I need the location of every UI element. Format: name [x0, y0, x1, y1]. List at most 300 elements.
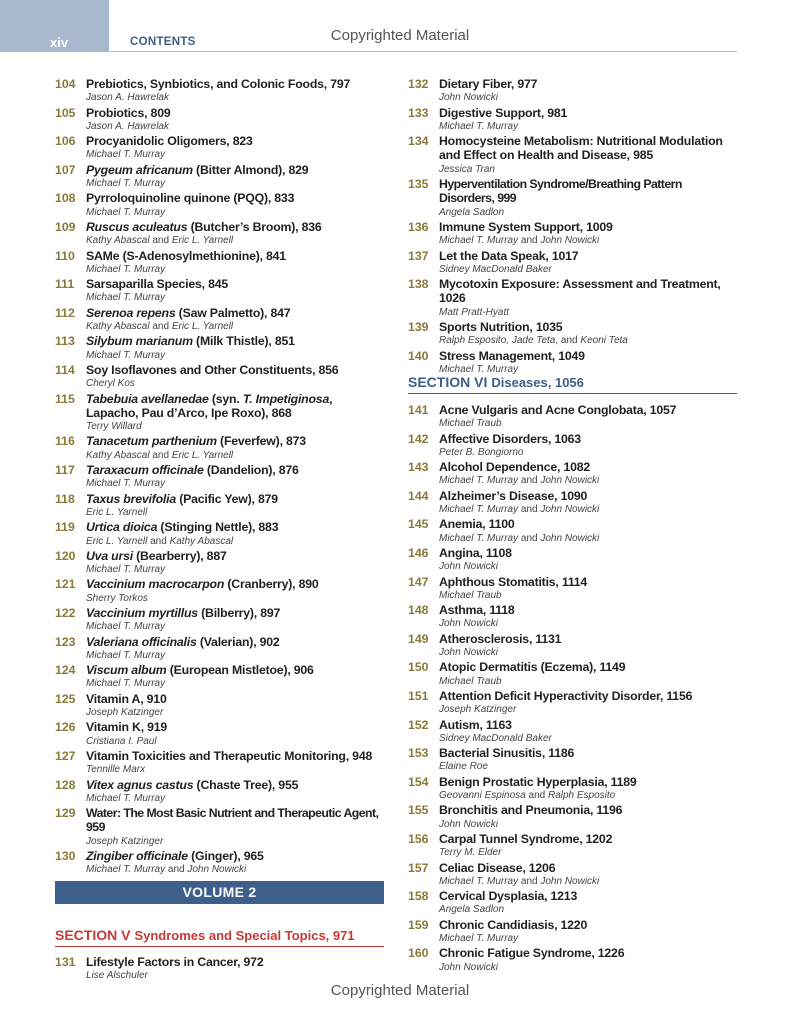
chapter-title — [439, 660, 738, 674]
chapter-author — [439, 961, 738, 975]
chapter-title — [86, 277, 385, 291]
chapter-author — [439, 206, 738, 220]
chapter-author — [86, 763, 385, 777]
chapter-title — [439, 106, 738, 120]
author-name: Keoni Teta — [580, 335, 628, 347]
title-part: SAMe (S-Adenosylmethionine), 841 — [86, 248, 286, 263]
title-part: (Milk Thistle), 851 — [192, 334, 295, 349]
chapter-title — [439, 946, 738, 960]
toc-entry — [55, 306, 385, 335]
header-rule — [109, 51, 737, 52]
chapter-title — [86, 463, 385, 477]
chapter-number: 137 — [408, 248, 429, 263]
section-v-title: Syndromes and Special Topics, 971 — [134, 928, 355, 943]
author-name: Jason A. Hawrelak — [86, 120, 169, 132]
chapter-title — [439, 77, 738, 91]
toc-entry — [408, 546, 738, 575]
title-part: Immune System Support, 1009 — [439, 219, 613, 234]
title-part: Alcohol Dependence, 1082 — [439, 460, 591, 475]
author-name: Joseph Katzinger — [86, 707, 164, 719]
author-connector: and — [525, 790, 548, 802]
chapter-title — [439, 746, 738, 760]
toc-entry — [55, 720, 385, 749]
title-italic-part: Taraxacum officinale — [86, 463, 204, 478]
chapter-author — [86, 263, 385, 277]
chapter-author — [86, 349, 385, 363]
chapter-number: 143 — [408, 460, 429, 475]
chapter-number: 124 — [55, 663, 76, 678]
author-name: Michael T. Murray — [86, 206, 166, 218]
title-part: Water: The Most Basic Nutrient and Therapeutic Agent, 959 — [86, 806, 379, 835]
toc-entry — [55, 277, 385, 306]
author-name: Michael T. Murray — [86, 478, 166, 490]
title-part: Affective Disorders, 1063 — [439, 431, 581, 446]
author-name: Eric L. Yarnell — [86, 535, 148, 547]
chapter-author — [439, 589, 738, 603]
title-part: Sports Nutrition, 1035 — [439, 320, 563, 335]
chapter-number: 152 — [408, 717, 429, 732]
title-part: (Ginger), 965 — [187, 849, 264, 864]
author-name: Michael T. Murray — [86, 149, 166, 161]
chapter-number: 151 — [408, 688, 429, 703]
chapter-number: 118 — [55, 491, 75, 506]
author-name: Jason A. Hawrelak — [86, 92, 169, 104]
toc-entry — [408, 918, 738, 947]
author-name: John Nowicki — [540, 532, 600, 544]
title-part: (Pacific Yew), 879 — [175, 491, 278, 506]
toc-entry — [55, 392, 385, 435]
author-connector: and — [518, 475, 541, 487]
chapter-number: 115 — [55, 391, 75, 406]
chapter-number: 120 — [55, 548, 76, 563]
title-part: (Saw Palmetto), 847 — [175, 305, 291, 320]
author-name: John Nowicki — [540, 235, 600, 247]
running-head: CONTENTS — [130, 36, 196, 48]
chapter-author — [439, 417, 738, 431]
chapter-number: 110 — [55, 248, 75, 263]
author-name: Geovanni Espinosa — [439, 790, 526, 802]
title-part: (Valerian), 902 — [196, 634, 280, 649]
chapter-number: 113 — [55, 334, 75, 349]
title-part: Vitamin A, 910 — [86, 691, 167, 706]
chapter-title — [86, 134, 385, 148]
chapter-title — [86, 77, 385, 91]
toc-entry — [408, 746, 738, 775]
chapter-number: 121 — [55, 577, 76, 592]
author-name: Tennille Marx — [86, 764, 146, 776]
toc-entry — [55, 434, 385, 463]
toc-entry — [408, 134, 738, 177]
page-number: xiv — [50, 35, 69, 50]
author-name: Michael T. Murray — [439, 235, 519, 247]
author-name: John Nowicki — [439, 618, 498, 630]
chapter-number: 106 — [55, 134, 76, 149]
author-name: Michael T. Murray — [86, 263, 166, 275]
chapter-author — [86, 234, 385, 248]
chapter-author — [86, 563, 385, 577]
chapter-number: 157 — [408, 860, 429, 875]
watermark-top: Copyrighted Material — [330, 27, 470, 44]
title-part: (European Mistletoe), 906 — [166, 663, 314, 678]
title-part: Dietary Fiber, 977 — [439, 77, 538, 91]
author-name: John Nowicki — [540, 504, 600, 516]
author-connector: and — [149, 321, 172, 333]
toc-entry — [55, 334, 385, 363]
title-part: Vitamin K, 919 — [86, 720, 168, 735]
chapter-title — [439, 718, 738, 732]
title-part: (Stinging Nettle), 883 — [157, 520, 279, 535]
chapter-number: 158 — [408, 889, 429, 904]
toc-entry — [408, 77, 738, 106]
volume-banner: VOLUME 2 — [55, 881, 384, 904]
chapter-number: 112 — [55, 305, 75, 320]
toc-entry — [408, 403, 738, 432]
toc-entry — [55, 692, 385, 721]
chapter-author — [439, 875, 738, 889]
chapter-title — [439, 320, 738, 334]
chapter-author — [439, 532, 738, 546]
section-v-entries — [55, 955, 385, 984]
title-italic-part: Tanacetum parthenium — [86, 434, 217, 449]
chapter-title — [439, 460, 738, 474]
author-name: John Nowicki — [439, 561, 498, 573]
chapter-author — [439, 91, 738, 105]
author-name: John Nowicki — [540, 875, 600, 887]
chapter-author — [86, 649, 385, 663]
chapter-author — [439, 903, 738, 917]
author-name: Michael T. Murray — [86, 678, 166, 690]
chapter-author — [86, 148, 385, 162]
toc-entry — [55, 778, 385, 807]
author-name: Michael T. Murray — [86, 349, 166, 361]
section-v-label: SECTION V — [55, 927, 131, 943]
chapter-author — [86, 620, 385, 634]
title-italic-part: Vaccinium myrtillus — [86, 605, 198, 620]
toc-entry — [408, 632, 738, 661]
toc-entry — [408, 689, 738, 718]
chapter-author — [86, 477, 385, 491]
title-part: Prebiotics, Synbiotics, and Colonic Foods, 797 — [86, 77, 351, 91]
title-part: Angina, 1108 — [439, 545, 512, 560]
chapter-number: 108 — [55, 191, 76, 206]
chapter-number: 135 — [408, 177, 429, 192]
section-vi-heading — [408, 374, 737, 394]
author-name: Kathy Abascal — [86, 321, 150, 333]
toc-entry — [408, 832, 738, 861]
author-name: Michael T. Murray — [86, 292, 166, 304]
chapter-title — [86, 106, 385, 120]
chapter-title — [439, 134, 738, 163]
toc-entry — [55, 191, 385, 220]
title-part: Alzheimer’s Disease, 1090 — [439, 488, 588, 503]
title-part: (Bitter Almond), 829 — [192, 162, 309, 177]
title-italic-part: Valeriana officinalis — [86, 634, 197, 649]
chapter-author — [439, 703, 738, 717]
toc-entry — [408, 320, 738, 349]
chapter-author — [86, 377, 385, 391]
toc-entry — [55, 220, 385, 249]
toc-entry — [55, 134, 385, 163]
title-part: Carpal Tunnel Syndrome, 1202 — [439, 831, 613, 846]
title-part: Hyperventilation Syndrome/Breathing Pattern Disorders, 999 — [439, 177, 682, 206]
author-name: Kathy Abascal — [86, 235, 150, 247]
toc-entry — [55, 749, 385, 778]
author-name: Kathy Abascal — [169, 535, 234, 547]
toc-entry — [408, 432, 738, 461]
chapter-title — [86, 806, 385, 835]
title-part: Bacterial Sinusitis, 1186 — [439, 746, 575, 761]
author-name: Joseph Katzinger — [439, 704, 517, 716]
chapter-title — [86, 720, 385, 734]
author-name: John Nowicki — [439, 961, 498, 973]
title-italic-part: T. Impetiginosa — [242, 391, 330, 406]
author-name: Michael T. Murray — [439, 875, 519, 887]
chapter-number: 156 — [408, 831, 429, 846]
author-name: Michael T. Murray — [86, 792, 166, 804]
author-name: John Nowicki — [439, 647, 498, 659]
chapter-author — [86, 535, 385, 549]
chapter-author — [86, 291, 385, 305]
author-name: Michael T. Murray — [439, 120, 519, 132]
chapter-author — [439, 306, 738, 320]
title-part: Probiotics, 809 — [86, 105, 171, 120]
chapter-title — [439, 349, 738, 363]
author-name: Joseph Katzinger — [86, 835, 164, 847]
chapter-title — [86, 635, 385, 649]
chapter-author — [86, 177, 385, 191]
chapter-title — [439, 489, 738, 503]
chapter-number: 129 — [55, 806, 76, 821]
title-part: Digestive Support, 981 — [439, 105, 568, 120]
chapter-author — [86, 792, 385, 806]
chapter-author — [439, 760, 738, 774]
chapter-title — [86, 191, 385, 205]
section-v-heading — [55, 927, 384, 947]
chapter-title — [439, 689, 738, 703]
title-part: Vitamin Toxicities and Therapeutic Monitoring, 948 — [86, 748, 373, 763]
chapter-title — [439, 632, 738, 646]
chapter-title — [439, 832, 738, 846]
chapter-number: 140 — [408, 348, 429, 363]
toc-entry — [55, 806, 385, 849]
chapter-title — [439, 603, 738, 617]
chapter-number: 123 — [55, 634, 76, 649]
chapter-title — [86, 606, 385, 620]
chapter-number: 122 — [55, 605, 76, 620]
toc-entry — [55, 577, 385, 606]
title-part: Aphthous Stomatitis, 1114 — [439, 574, 588, 589]
chapter-title — [439, 403, 738, 417]
author-name: Cheryl Kos — [86, 378, 135, 390]
author-name: Elaine Roe — [439, 761, 488, 773]
title-italic-part: Pygeum africanum — [86, 162, 193, 177]
author-connector: and — [518, 504, 541, 516]
chapter-number: 142 — [408, 431, 429, 446]
chapter-author — [439, 474, 738, 488]
author-name: Michael T. Murray — [86, 178, 166, 190]
toc-entry — [408, 718, 738, 747]
author-name: Michael T. Murray — [439, 532, 519, 544]
title-part: Soy Isoflavones and Other Constituents, 856 — [86, 362, 339, 377]
chapter-title — [439, 277, 738, 306]
title-part: Pyrroloquinoline quinone (PQQ), 833 — [86, 191, 295, 206]
chapter-number: 114 — [55, 362, 75, 377]
chapter-author — [86, 592, 385, 606]
title-italic-part: Taxus brevifolia — [86, 491, 176, 506]
watermark-bottom: Copyrighted Material — [330, 982, 470, 999]
chapter-author — [86, 91, 385, 105]
title-part: , Lapacho, Pau d’Arco, Ipe Roxo), 868 — [86, 391, 333, 420]
toc-entry — [55, 955, 385, 984]
chapter-author — [439, 789, 738, 803]
author-name: Ralph Esposito — [547, 790, 616, 802]
chapter-title — [86, 849, 385, 863]
chapter-number: 133 — [408, 105, 429, 120]
toc-entry — [408, 517, 738, 546]
chapter-number: 139 — [408, 320, 429, 335]
author-name: Sidney MacDonald Baker — [439, 263, 552, 275]
chapter-title — [86, 692, 385, 706]
author-connector: and — [149, 235, 172, 247]
title-part: Atherosclerosis, 1131 — [439, 631, 562, 646]
toc-entry — [55, 163, 385, 192]
title-italic-part: Vaccinium macrocarpon — [86, 577, 225, 592]
author-connector: and — [147, 535, 170, 547]
chapter-number: 105 — [55, 105, 76, 120]
chapter-number: 136 — [408, 219, 429, 234]
author-connector: , and — [555, 335, 581, 347]
toc-entry — [55, 249, 385, 278]
chapter-author — [439, 234, 738, 248]
author-name: Michael T. Murray — [86, 564, 166, 576]
title-italic-part: Urtica dioica — [86, 520, 158, 535]
chapter-author — [86, 320, 385, 334]
chapter-number: 125 — [55, 691, 76, 706]
title-part: Sarsaparilla Species, 845 — [86, 277, 228, 292]
title-part: (Bilberry), 897 — [197, 605, 281, 620]
chapter-title — [86, 749, 385, 763]
title-part: Benign Prostatic Hyperplasia, 1189 — [439, 774, 637, 789]
title-italic-part: Uva ursi — [86, 548, 133, 563]
author-name: Sherry Torkos — [86, 592, 148, 604]
author-name: Ralph Esposito, Jade Teta — [439, 335, 556, 347]
toc-entry — [408, 861, 738, 890]
author-name: Michael T. Murray — [439, 932, 519, 944]
title-part: Attention Deficit Hyperactivity Disorder, 1156 — [439, 688, 693, 703]
title-part: Let the Data Speak, 1017 — [439, 248, 579, 263]
author-name: Michael T. Murray — [86, 649, 166, 661]
author-name: Michael Traub — [439, 418, 502, 430]
chapter-number: 111 — [55, 277, 75, 292]
toc-entry — [408, 249, 738, 278]
title-part: (Cranberry), 890 — [224, 577, 319, 592]
chapter-title — [86, 334, 385, 348]
chapter-number: 147 — [408, 574, 429, 589]
author-connector: and — [518, 532, 541, 544]
chapter-author — [439, 263, 738, 277]
chapter-number: 119 — [55, 520, 75, 535]
author-name: Michael T. Murray — [439, 363, 519, 375]
chapter-author — [439, 675, 738, 689]
title-italic-part: Ruscus aculeatus — [86, 219, 188, 234]
author-name: Michael T. Murray — [86, 864, 166, 876]
chapter-author — [439, 818, 738, 832]
author-name: John Nowicki — [439, 818, 498, 830]
title-part: Mycotoxin Exposure: Assessment and Treatment, 1026 — [439, 277, 721, 306]
author-connector: and — [165, 864, 188, 876]
toc-entry — [55, 549, 385, 578]
chapter-author — [439, 163, 738, 177]
chapter-title — [439, 861, 738, 875]
chapter-number: 117 — [55, 463, 75, 478]
title-part: (syn. — [208, 391, 243, 406]
title-part: (Chaste Tree), 955 — [193, 777, 299, 792]
chapter-title — [439, 517, 738, 531]
author-name: Kathy Abascal — [86, 449, 150, 461]
section-vi-entries — [408, 403, 738, 975]
author-name: Michael T. Murray — [439, 504, 519, 516]
toc-entry — [408, 575, 738, 604]
chapter-author — [86, 835, 385, 849]
author-name: Michael Traub — [439, 589, 502, 601]
chapter-number: 104 — [55, 77, 76, 91]
toc-entry — [408, 889, 738, 918]
author-name: John Nowicki — [187, 864, 247, 876]
toc-entry — [408, 803, 738, 832]
title-part: (Dandelion), 876 — [203, 463, 299, 478]
author-name: John Nowicki — [540, 475, 600, 487]
author-name: Michael Traub — [439, 675, 502, 687]
chapter-title — [86, 249, 385, 263]
title-part: Stress Management, 1049 — [439, 348, 585, 363]
chapter-title — [439, 575, 738, 589]
chapter-author — [439, 932, 738, 946]
toc-entry — [55, 492, 385, 521]
title-part: Celiac Disease, 1206 — [439, 860, 556, 875]
title-part: Procyanidolic Oligomers, 823 — [86, 134, 253, 149]
chapter-title — [86, 549, 385, 563]
title-part: (Butcher’s Broom), 836 — [187, 219, 322, 234]
author-name: Jessica Tran — [439, 163, 495, 175]
title-italic-part: Viscum album — [86, 663, 167, 678]
toc-entry — [408, 603, 738, 632]
title-part: Chronic Candidiasis, 1220 — [439, 917, 588, 932]
author-name: Matt Pratt-Hyatt — [439, 306, 510, 318]
chapter-title — [439, 918, 738, 932]
chapter-number: 130 — [55, 849, 76, 864]
title-italic-part: Serenoa repens — [86, 305, 176, 320]
author-name: Michael T. Murray — [86, 621, 166, 633]
title-part: Atopic Dermatitis (Eczema), 1149 — [439, 660, 626, 675]
author-name: Angela Sadlon — [439, 904, 505, 916]
chapter-title — [86, 306, 385, 320]
chapter-number: 141 — [408, 403, 429, 417]
chapter-author — [439, 560, 738, 574]
title-part: Anemia, 1100 — [439, 517, 515, 532]
title-part: Lifestyle Factors in Cancer, 972 — [86, 955, 264, 969]
chapter-author — [86, 735, 385, 749]
chapter-title — [86, 520, 385, 534]
chapter-title — [86, 363, 385, 377]
chapter-title — [86, 577, 385, 591]
chapter-author — [439, 617, 738, 631]
chapter-author — [439, 846, 738, 860]
chapter-number: 126 — [55, 720, 76, 735]
chapter-author — [439, 646, 738, 660]
chapter-title — [439, 546, 738, 560]
right-column — [408, 77, 738, 377]
chapter-author — [86, 506, 385, 520]
